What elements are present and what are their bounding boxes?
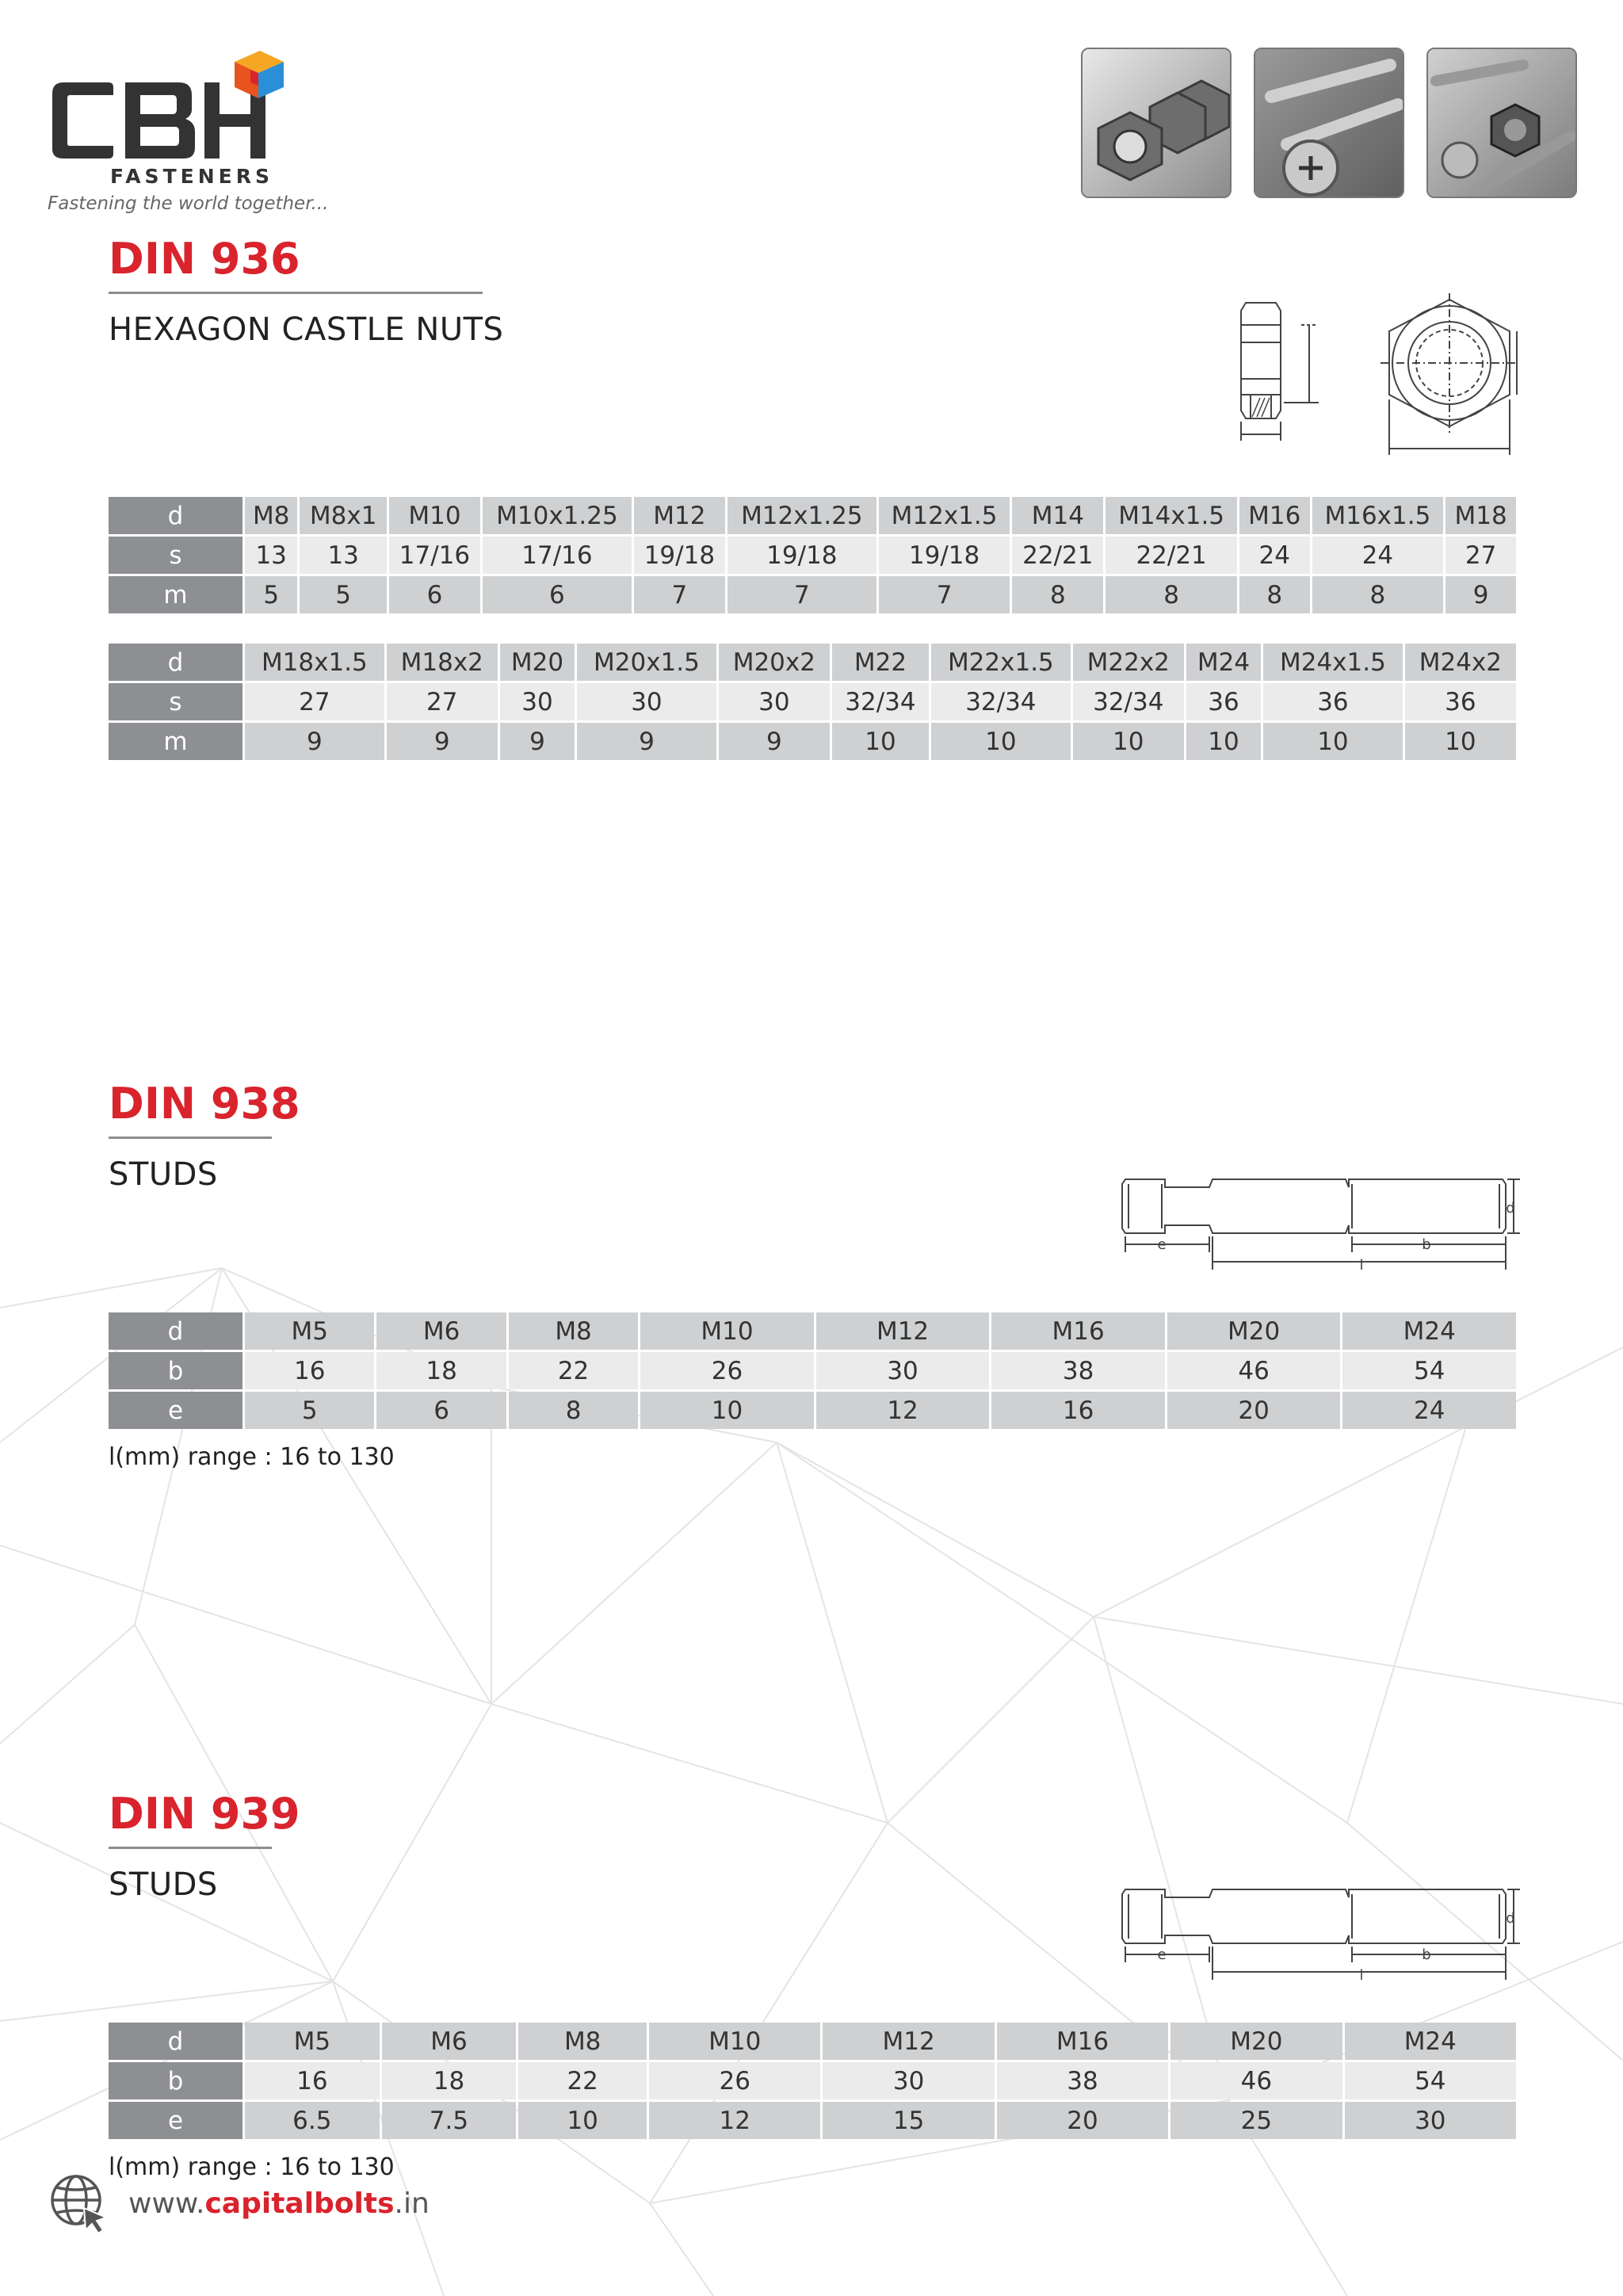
table-cell: 18	[376, 1352, 506, 1389]
row-label: s	[109, 683, 242, 720]
table-row	[109, 1352, 1516, 1389]
section-title: DIN 938	[109, 1079, 300, 1129]
hex-nuts-photo	[1081, 48, 1232, 198]
table-cell: 16	[245, 1352, 374, 1389]
table-cell: 13	[300, 537, 387, 574]
table-cell: M24	[1186, 644, 1261, 681]
table-cell: M24	[1342, 1312, 1516, 1350]
table-cell: 9	[577, 723, 716, 760]
row-label: d	[109, 1312, 242, 1350]
table-cell: 6	[389, 576, 480, 613]
din939-stud-drawing	[1116, 1883, 1520, 1986]
castle-nut-drawing	[1230, 293, 1531, 468]
table-cell: 9	[387, 723, 498, 760]
drawing-label-e: e	[1157, 1946, 1167, 1963]
section-subtitle: STUDS	[109, 1866, 218, 1903]
table-cell: M16	[1239, 497, 1310, 534]
title-underline	[109, 292, 483, 294]
table-cell: M12	[634, 497, 725, 534]
table-cell: 7.5	[382, 2102, 517, 2139]
table-cell: 19/18	[634, 537, 725, 574]
table-cell: M22	[832, 644, 929, 681]
table-cell: 32/34	[931, 683, 1071, 720]
table-cell: 22	[518, 2062, 647, 2099]
table-cell: 32/34	[1073, 683, 1184, 720]
table-row	[109, 723, 1516, 760]
table-row	[109, 2062, 1516, 2099]
row-label: m	[109, 576, 242, 613]
table-cell: 54	[1345, 2062, 1516, 2099]
table-cell: 54	[1342, 1352, 1516, 1389]
table-cell: 30	[500, 683, 575, 720]
screws-photo	[1254, 48, 1404, 198]
url-suffix: .in	[394, 2187, 430, 2220]
table-cell: M10x1.25	[483, 497, 632, 534]
table-cell: 8	[1012, 576, 1103, 613]
row-label: b	[109, 2062, 242, 2099]
table-cell: 7	[634, 576, 725, 613]
section-title: DIN 936	[109, 234, 300, 284]
table-cell: 10	[1405, 723, 1516, 760]
table-cell: 30	[577, 683, 716, 720]
table-cell: 30	[719, 683, 830, 720]
table-cell: 5	[245, 576, 297, 613]
table-cell: 26	[649, 2062, 820, 2099]
drawing-label-l: l	[1359, 1967, 1364, 1984]
table-cell: 13	[245, 537, 297, 574]
row-label: b	[109, 1352, 242, 1389]
table-cell: M5	[245, 2023, 380, 2060]
table-header-row	[109, 2023, 1516, 2060]
length-range-note: l(mm) range : 16 to 130	[109, 1443, 395, 1471]
table-cell: 17/16	[389, 537, 480, 574]
brand-name: FASTENERS	[110, 165, 273, 188]
table-header-row	[109, 497, 1516, 534]
table-cell: 10	[640, 1392, 814, 1429]
table-cell: M24x1.5	[1263, 644, 1403, 681]
brand-logo[interactable]	[46, 46, 329, 220]
table-cell: M8	[509, 1312, 638, 1350]
table-cell: 16	[245, 2062, 380, 2099]
table-cell: 24	[1239, 537, 1310, 574]
table-cell: M14	[1012, 497, 1103, 534]
table-cell: 8	[1312, 576, 1444, 613]
table-cell: M6	[382, 2023, 517, 2060]
table-cell: 10	[1186, 723, 1261, 760]
din939-table	[106, 2020, 1518, 2141]
table-cell: 22/21	[1012, 537, 1103, 574]
table-cell: 24	[1312, 537, 1444, 574]
table-cell: 15	[823, 2102, 994, 2139]
header-photos	[1081, 48, 1577, 198]
table-cell: M22x2	[1073, 644, 1184, 681]
table-cell: 19/18	[727, 537, 876, 574]
table-row	[109, 2102, 1516, 2139]
drawing-label-e: e	[1157, 1236, 1167, 1253]
website-link[interactable]	[48, 2172, 430, 2235]
table-cell: 38	[991, 1352, 1165, 1389]
table-cell: 10	[832, 723, 929, 760]
din938-table	[106, 1310, 1518, 1431]
drawing-label-b: b	[1422, 1946, 1431, 1963]
drawing-label-d: d	[1506, 1200, 1515, 1217]
table-cell: M20x1.5	[577, 644, 716, 681]
table-cell: 10	[1073, 723, 1184, 760]
table-cell: 10	[1263, 723, 1403, 760]
url-prefix: www.	[128, 2187, 205, 2220]
title-underline	[109, 1137, 272, 1139]
table-cell: M6	[376, 1312, 506, 1350]
table-cell: 19/18	[879, 537, 1010, 574]
table-cell: M14x1.5	[1106, 497, 1237, 534]
table-cell: M24x2	[1405, 644, 1516, 681]
table-cell: 10	[518, 2102, 647, 2139]
table-cell: 7	[879, 576, 1010, 613]
table-cell: 36	[1263, 683, 1403, 720]
table-cell: 8	[509, 1392, 638, 1429]
table-cell: 30	[816, 1352, 990, 1389]
table-cell: 9	[719, 723, 830, 760]
table-cell: M22x1.5	[931, 644, 1071, 681]
table-cell: M12x1.5	[879, 497, 1010, 534]
table-cell: 6	[376, 1392, 506, 1429]
table-cell: 7	[727, 576, 876, 613]
table-row	[109, 683, 1516, 720]
table-cell: 10	[931, 723, 1071, 760]
row-label: m	[109, 723, 242, 760]
brand-tagline: Fastening the world together...	[48, 193, 329, 214]
table-cell: 8	[1239, 576, 1310, 613]
table-cell: 12	[816, 1392, 990, 1429]
table-cell: 26	[640, 1352, 814, 1389]
table-row	[109, 1392, 1516, 1429]
table-cell: M20	[1167, 1312, 1341, 1350]
cbh-logo-icon	[46, 46, 315, 165]
globe-cursor-icon	[48, 2172, 111, 2235]
table-cell: 20	[997, 2102, 1168, 2139]
table-cell: 24	[1342, 1392, 1516, 1429]
row-label: e	[109, 1392, 242, 1429]
table-cell: 25	[1170, 2102, 1342, 2139]
website-url[interactable]	[128, 2187, 430, 2220]
table-cell: 32/34	[832, 683, 929, 720]
table-cell: 5	[245, 1392, 374, 1429]
title-underline	[109, 1847, 272, 1849]
section-subtitle: STUDS	[109, 1156, 218, 1193]
table-cell: 16	[991, 1392, 1165, 1429]
din936-table-2	[106, 641, 1518, 762]
table-cell: 5	[300, 576, 387, 613]
table-cell: M12	[816, 1312, 990, 1350]
table-cell: 22/21	[1106, 537, 1237, 574]
table-cell: 12	[649, 2102, 820, 2139]
drawing-label-l: l	[1359, 1257, 1364, 1274]
table-cell: M10	[389, 497, 480, 534]
din936-table-1	[106, 495, 1518, 616]
table-cell: 30	[1345, 2102, 1516, 2139]
table-cell: M20x2	[719, 644, 830, 681]
table-cell: 9	[245, 723, 384, 760]
table-cell: M12	[823, 2023, 994, 2060]
table-cell: M16	[997, 2023, 1168, 2060]
table-cell: 20	[1167, 1392, 1341, 1429]
table-header-row	[109, 1312, 1516, 1350]
table-cell: M18x2	[387, 644, 498, 681]
table-cell: M8	[518, 2023, 647, 2060]
row-label: e	[109, 2102, 242, 2139]
length-range-note: l(mm) range : 16 to 130	[109, 2153, 395, 2181]
table-cell: 18	[382, 2062, 517, 2099]
table-cell: 9	[500, 723, 575, 760]
row-label: d	[109, 644, 242, 681]
table-cell: M12x1.25	[727, 497, 876, 534]
bolts-photo	[1426, 48, 1577, 198]
table-cell: 6.5	[245, 2102, 380, 2139]
table-cell: 27	[1445, 537, 1516, 574]
table-row	[109, 537, 1516, 574]
section-subtitle: HEXAGON CASTLE NUTS	[109, 311, 504, 348]
table-cell: M24	[1345, 2023, 1516, 2060]
table-cell: 22	[509, 1352, 638, 1389]
table-cell: 36	[1186, 683, 1261, 720]
table-row	[109, 576, 1516, 613]
row-label: d	[109, 2023, 242, 2060]
table-cell: M18	[1445, 497, 1516, 534]
table-cell: M10	[649, 2023, 820, 2060]
table-cell: 30	[823, 2062, 994, 2099]
table-cell: 36	[1405, 683, 1516, 720]
row-label: d	[109, 497, 242, 534]
table-cell: 38	[997, 2062, 1168, 2099]
drawing-label-d: d	[1506, 1910, 1515, 1927]
drawing-label-b: b	[1422, 1236, 1431, 1253]
table-cell: 46	[1167, 1352, 1341, 1389]
table-cell: M10	[640, 1312, 814, 1350]
din938-stud-drawing	[1116, 1173, 1520, 1276]
table-cell: M20	[500, 644, 575, 681]
url-domain: capitalbolts	[204, 2187, 395, 2220]
table-cell: M8x1	[300, 497, 387, 534]
section-title: DIN 939	[109, 1789, 300, 1839]
table-cell: M8	[245, 497, 297, 534]
table-cell: 9	[1445, 576, 1516, 613]
table-cell: 27	[387, 683, 498, 720]
table-cell: 17/16	[483, 537, 632, 574]
row-label: s	[109, 537, 242, 574]
table-cell: M16	[991, 1312, 1165, 1350]
table-cell: M16x1.5	[1312, 497, 1444, 534]
table-header-row	[109, 644, 1516, 681]
table-cell: 8	[1106, 576, 1237, 613]
table-cell: 46	[1170, 2062, 1342, 2099]
table-cell: M20	[1170, 2023, 1342, 2060]
table-cell: M18x1.5	[245, 644, 384, 681]
table-cell: 6	[483, 576, 632, 613]
table-cell: M5	[245, 1312, 374, 1350]
table-cell: 27	[245, 683, 384, 720]
